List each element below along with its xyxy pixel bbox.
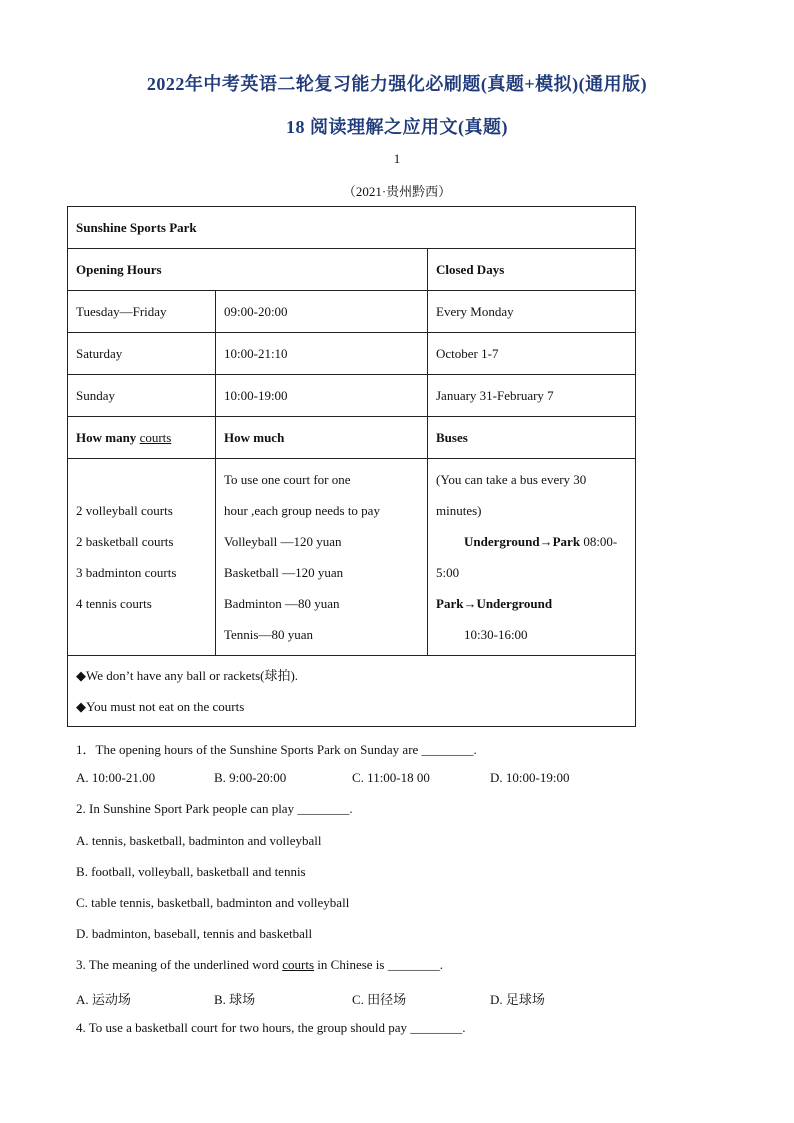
question-1-option-b[interactable]: B. 9:00-20:00 xyxy=(214,770,287,785)
how-many-header xyxy=(68,417,216,459)
passage-number: 1 xyxy=(393,151,401,166)
question-3-stem-suffix: in Chinese is ________. xyxy=(314,957,443,972)
question-1-options xyxy=(76,770,636,788)
bus-frequency: (You can take a bus every 30 xyxy=(436,472,587,487)
hours-time: 10:00-21:10 xyxy=(216,333,428,375)
hours-day: Tuesday—Friday xyxy=(68,291,216,333)
closed-day: October 1-7 xyxy=(428,333,636,375)
route-2-label: Park→Underground xyxy=(436,596,553,611)
question-4-stem: 4. To use a basketball court for two hours, the group should pay ________. xyxy=(76,1020,466,1035)
price-line: Badminton —80 yuan xyxy=(224,596,340,611)
courts-underlined-word: courts xyxy=(139,429,172,445)
park-info-table xyxy=(67,206,636,727)
question-3-stem-prefix: 3. The meaning of the underlined word xyxy=(76,957,283,972)
notes-cell xyxy=(68,656,636,727)
route-1-label: Underground→Park xyxy=(464,534,581,549)
question-3-option-a[interactable]: A. 运动场 xyxy=(76,992,131,1007)
note-item: ◆You must not eat on the courts xyxy=(76,699,245,714)
price-line: hour ,each group needs to pay xyxy=(224,503,380,518)
question-2-option-c[interactable]: C. table tennis, basketball, badminton and volleyball xyxy=(76,895,350,910)
how-many-label: How many xyxy=(76,429,140,445)
buses-cell xyxy=(428,459,636,656)
question-2-stem: 2. In Sunshine Sport Park people can play ________. xyxy=(76,801,353,816)
how-much-header: How much xyxy=(216,417,428,459)
price-line: Basketball —120 yuan xyxy=(224,565,344,580)
closed-day: January 31-February 7 xyxy=(428,375,636,417)
question-2-option-a[interactable]: A. tennis, basketball, badminton and volleyball xyxy=(76,833,322,848)
hours-row xyxy=(68,291,636,333)
court-item: 2 basketball courts xyxy=(76,534,174,549)
buses-header: Buses xyxy=(428,417,636,459)
park-name-cell: Sunshine Sports Park xyxy=(68,207,636,249)
hours-row xyxy=(68,333,636,375)
question-3-stem xyxy=(76,957,443,973)
route-2-time: 10:30-16:00 xyxy=(464,627,528,642)
hours-day: Saturday xyxy=(68,333,216,375)
note-item: ◆We don’t have any ball or rackets(球拍). xyxy=(76,668,299,683)
closed-day: Every Monday xyxy=(428,291,636,333)
hours-row xyxy=(68,375,636,417)
question-3-option-b[interactable]: B. 球场 xyxy=(214,992,256,1007)
price-line: Tennis—80 yuan xyxy=(224,627,313,642)
question-3-option-c[interactable]: C. 田径场 xyxy=(352,992,407,1007)
question-3-option-d[interactable]: D. 足球场 xyxy=(490,992,545,1007)
closed-days-header: Closed Days xyxy=(428,249,636,291)
question-3-underlined-word: courts xyxy=(282,957,315,972)
courts-list-cell xyxy=(68,459,216,656)
opening-hours-header: Opening Hours xyxy=(68,249,428,291)
question-2-option-b[interactable]: B. football, volleyball, basketball and tennis xyxy=(76,864,306,879)
route-1-time-cont: 5:00 xyxy=(436,565,460,580)
hours-day: Sunday xyxy=(68,375,216,417)
document-subtitle: 18 阅读理解之应用文(真题) xyxy=(286,117,508,137)
bus-frequency-cont: minutes) xyxy=(436,503,482,518)
court-item: 3 badminton courts xyxy=(76,565,177,580)
price-line: Volleyball —120 yuan xyxy=(224,534,342,549)
question-1-option-c[interactable]: C. 11:00-18 00 xyxy=(352,770,430,785)
passage-source: （2021·贵州黔西） xyxy=(342,184,452,199)
question-3-options xyxy=(76,989,636,1007)
question-1-option-d[interactable]: D. 10:00-19:00 xyxy=(490,770,570,785)
route-1-time: 08:00- xyxy=(580,534,618,549)
document-title: 2022年中考英语二轮复习能力强化必刷题(真题+模拟)(通用版) xyxy=(146,74,648,94)
price-line: To use one court for one xyxy=(224,472,351,487)
hours-time: 09:00-20:00 xyxy=(216,291,428,333)
prices-cell xyxy=(216,459,428,656)
question-1-option-a[interactable]: A. 10:00-21.00 xyxy=(76,770,156,785)
question-1-stem: 1．The opening hours of the Sunshine Sports Park on Sunday are ________. xyxy=(76,742,477,757)
hours-time: 10:00-19:00 xyxy=(216,375,428,417)
route-1 xyxy=(436,526,627,557)
court-item: 4 tennis courts xyxy=(76,596,152,611)
court-item: 2 volleyball courts xyxy=(76,503,173,518)
question-2-option-d[interactable]: D. badminton, baseball, tennis and basketball xyxy=(76,926,313,941)
